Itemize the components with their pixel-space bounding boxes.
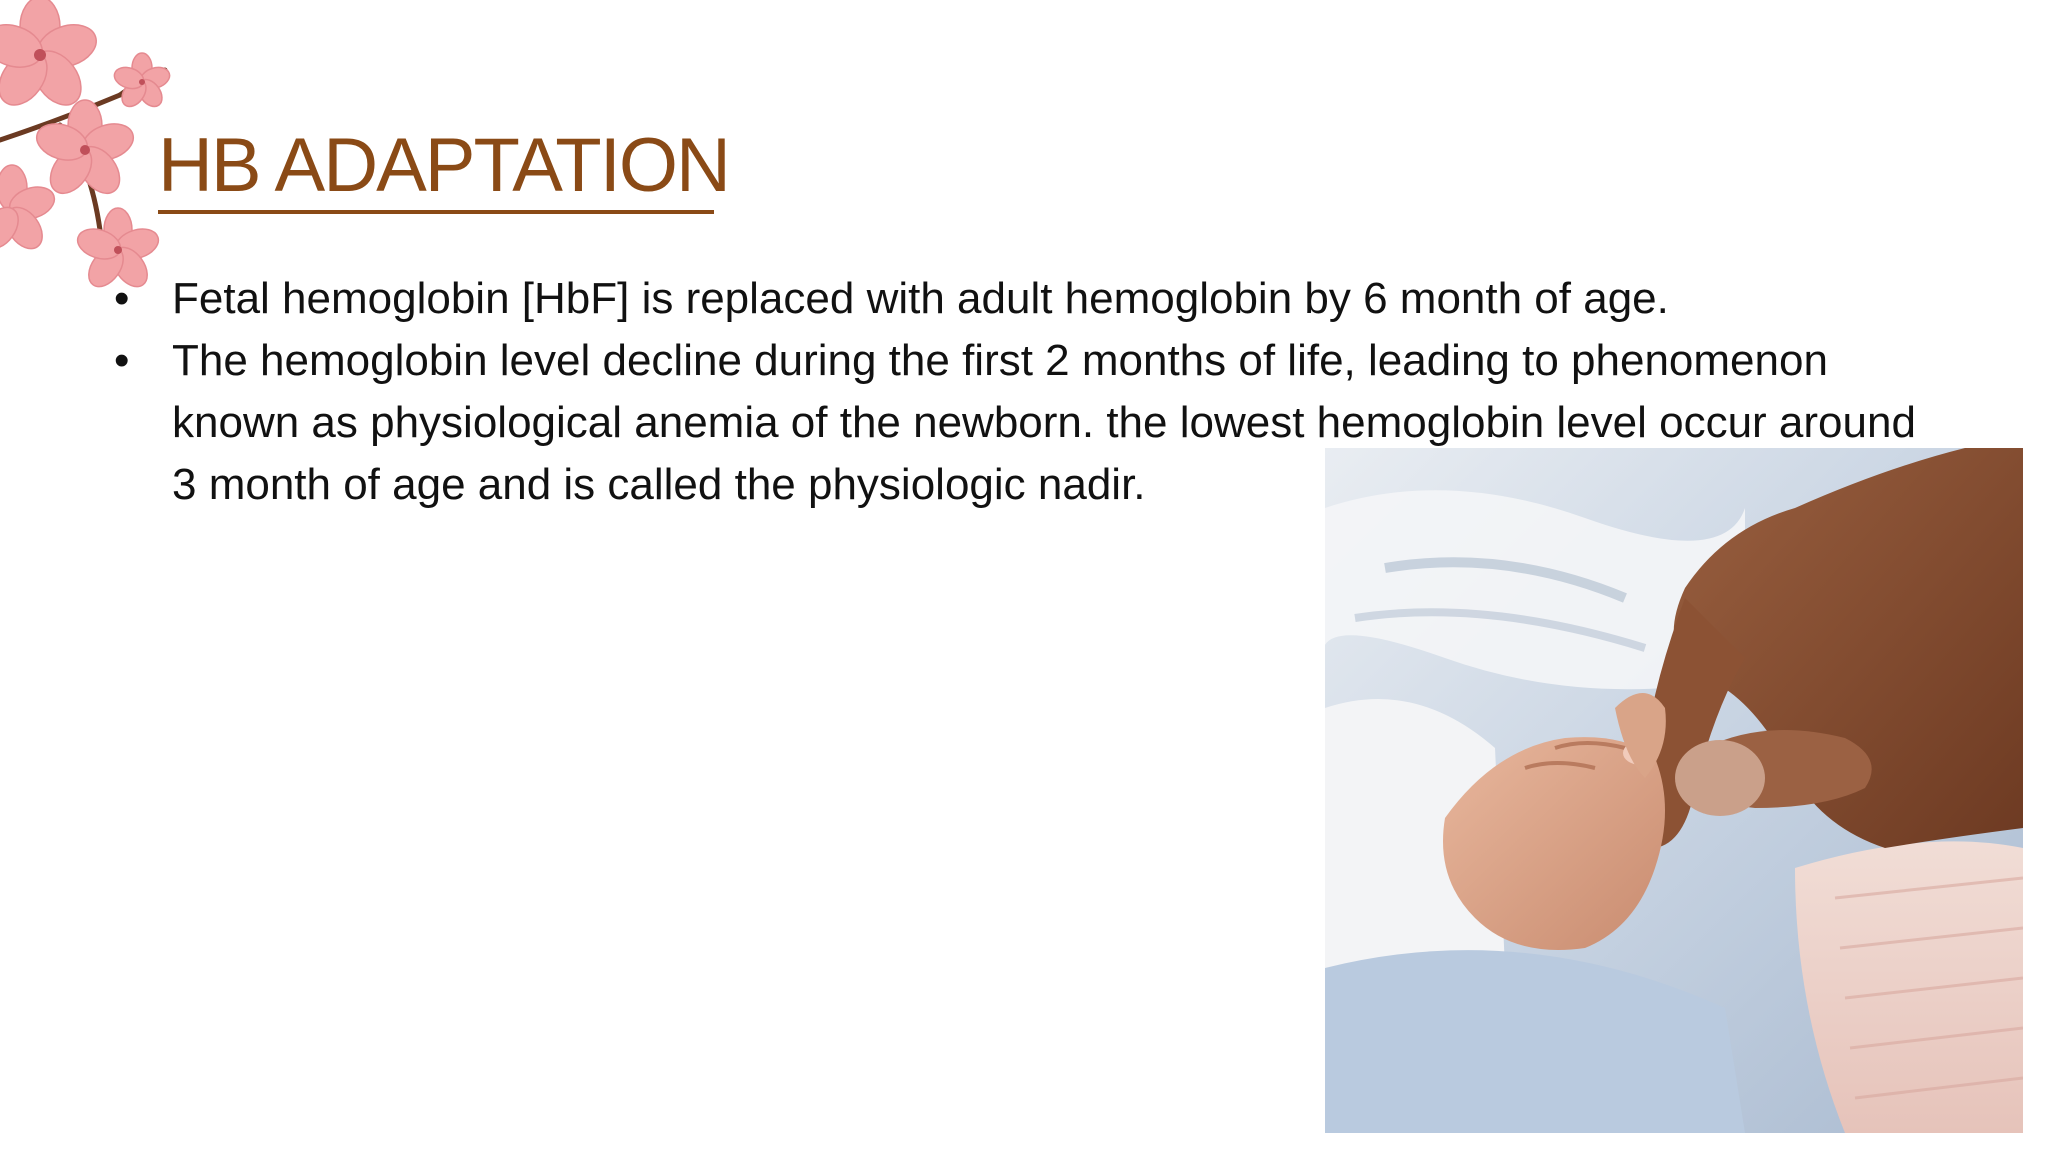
bullet-item (108, 330, 1928, 516)
slide-title: HB ADAPTATION (158, 123, 729, 208)
bullet-item (108, 268, 1928, 330)
bullet-list (108, 268, 1928, 516)
bullet-dot-icon: • (114, 336, 130, 385)
bullet-text: The hemoglobin level decline during the first 2 months of life, leading to phenomenon known as physiological anemia of the newborn. the lowest hemoglobin level occur around 3 month of age and is called the physiologic nadir. (172, 336, 1916, 509)
baby-hand-photo (1325, 448, 2023, 1133)
bullet-text: Fetal hemoglobin [HbF] is replaced with adult hemoglobin by 6 month of age. (172, 274, 1669, 323)
title-underline (158, 210, 714, 214)
bullet-dot-icon: • (114, 274, 130, 323)
